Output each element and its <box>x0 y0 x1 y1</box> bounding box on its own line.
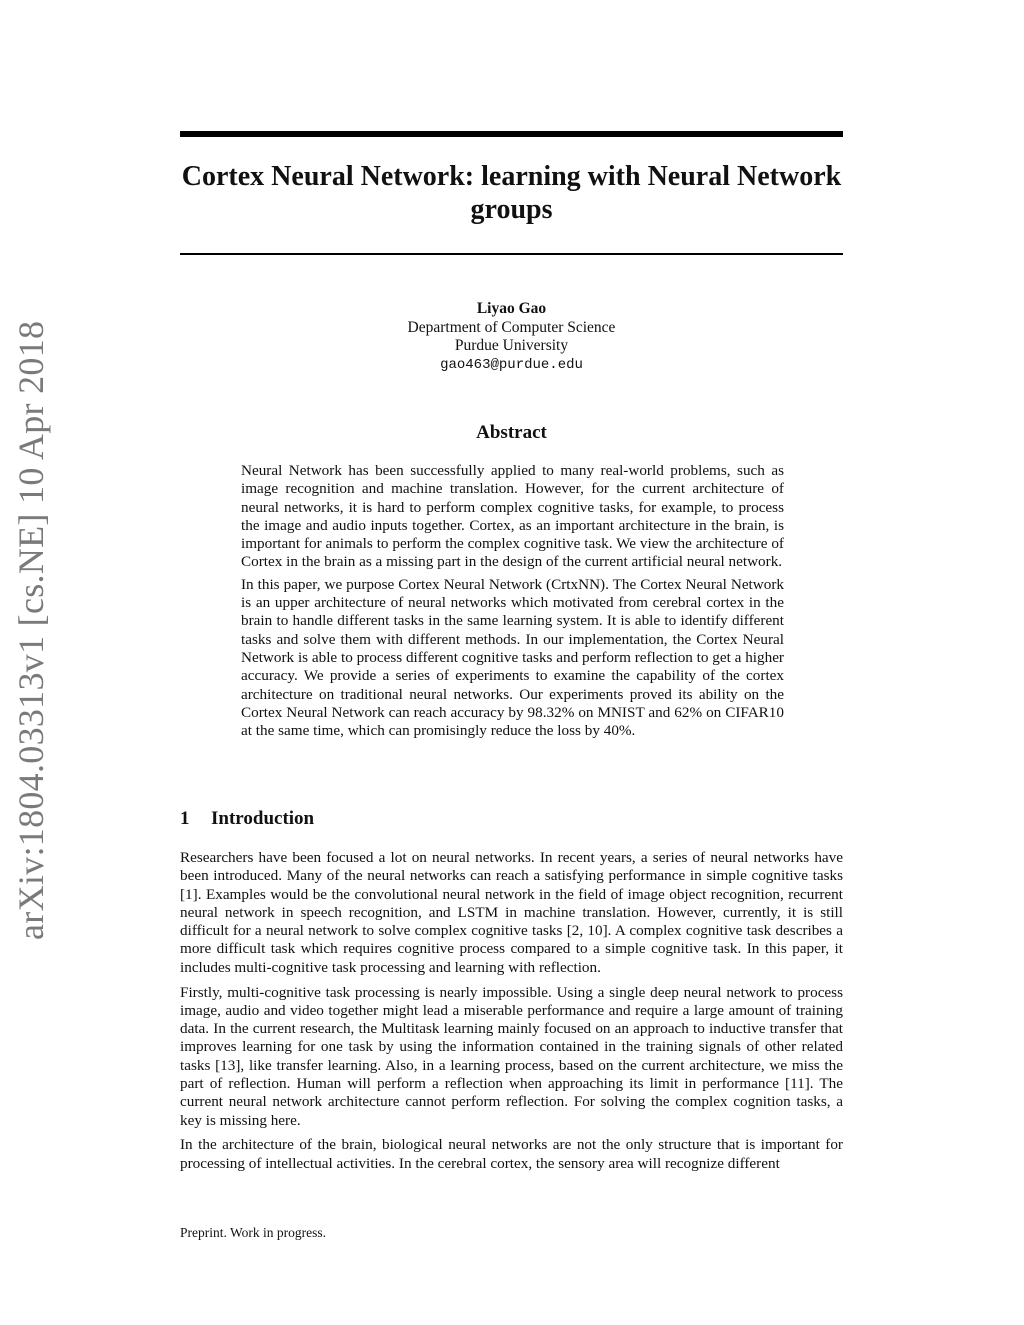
section-number: 1 <box>180 808 190 829</box>
body-paragraph: Researchers have been focused a lot on neural networks. In recent years, a series of neural networks have been introduced. Many of the neural networks can reach a satisfying performance in simple cognitive tasks [1]. Examples would be the convolutional neural network in the field of image object recognition, recurrent neural network in speech recognition, and LSTM in machine translation. However, currently, it is still difficult for a neural network to solve complex cognitive tasks [2, 10]. A complex cognitive task describes a more difficult task which requires cognitive process compared to a simple cognitive task. In this paper, it includes multi-cognitive task processing and learning with reflection. <box>180 849 843 976</box>
section-title: Introduction <box>211 808 315 829</box>
introduction-body <box>180 849 843 1180</box>
arxiv-identifier: arXiv:1804.03313v1 [cs.NE] 10 Apr 2018 <box>11 320 51 940</box>
author-block <box>180 300 843 374</box>
abstract-heading: Abstract <box>476 422 547 443</box>
title-bottom-rule <box>180 253 843 255</box>
footer-note: Preprint. Work in progress. <box>180 1225 327 1240</box>
title-top-rule <box>180 131 843 137</box>
abstract-paragraph: In this paper, we purpose Cortex Neural Network (CrtxNN). The Cortex Neural Network is an upper architecture of neural networks which motivated from cerebral cortex in the brain to handle different tasks in the same learning system. It is able to identify different tasks and solve them with different methods. In our implementation, the Cortex Neural Network is able to process different cognitive tasks and perform reflection to get a higher accuracy. We provide a series of experiments to examine the capability of the cortex architecture on traditional neural networks. Our experiments proved its ability on the Cortex Neural Network can reach accuracy by 98.32% on MNIST and 62% on CIFAR10 at the same time, which can promisingly reduce the loss by 40%. <box>241 575 784 740</box>
section-heading-introduction <box>180 808 314 830</box>
author-email: gao463@purdue.edu <box>440 356 583 373</box>
body-paragraph: In the architecture of the brain, biological neural networks are not the only structure that is important for processing of intellectual activities. In the cerebral cortex, the sensory area will recognize different <box>180 1136 843 1172</box>
paper-title: Cortex Neural Network: learning with Neural Network groups <box>181 161 842 225</box>
author-university: Purdue University <box>454 337 569 354</box>
author-department: Department of Computer Science <box>407 318 616 336</box>
abstract-paragraph: Neural Network has been successfully applied to many real-world problems, such as image recognition and machine translation. However, for the current architecture of neural networks, it is hard to perform complex cognitive tasks, for example, to process the image and audio inputs together. Cortex, as an important architecture in the brain, is important for animals to perform the complex cognitive task. We view the architecture of Cortex in the brain as a missing part in the design of the current artificial neural network. <box>241 462 784 571</box>
author-name: Liyao Gao <box>476 300 547 317</box>
body-paragraph: Firstly, multi-cognitive task processing is nearly impossible. Using a single deep neural network to process image, audio and video together might lead a miserable performance and require a large amount of training data. In the current research, the Multitask learning mainly focused on an approach to inductive transfer that improves learning for one task by using the information contained in the training signals of other related tasks [13], like transfer learning. Also, in a learning process, based on the current architecture, we miss the part of reflection. Human will perform a reflection when approaching its limit in performance [11]. The current neural network architecture cannot perform reflection. For solving the complex cognition tasks, a key is missing here. <box>180 983 843 1129</box>
abstract-body <box>241 462 784 744</box>
